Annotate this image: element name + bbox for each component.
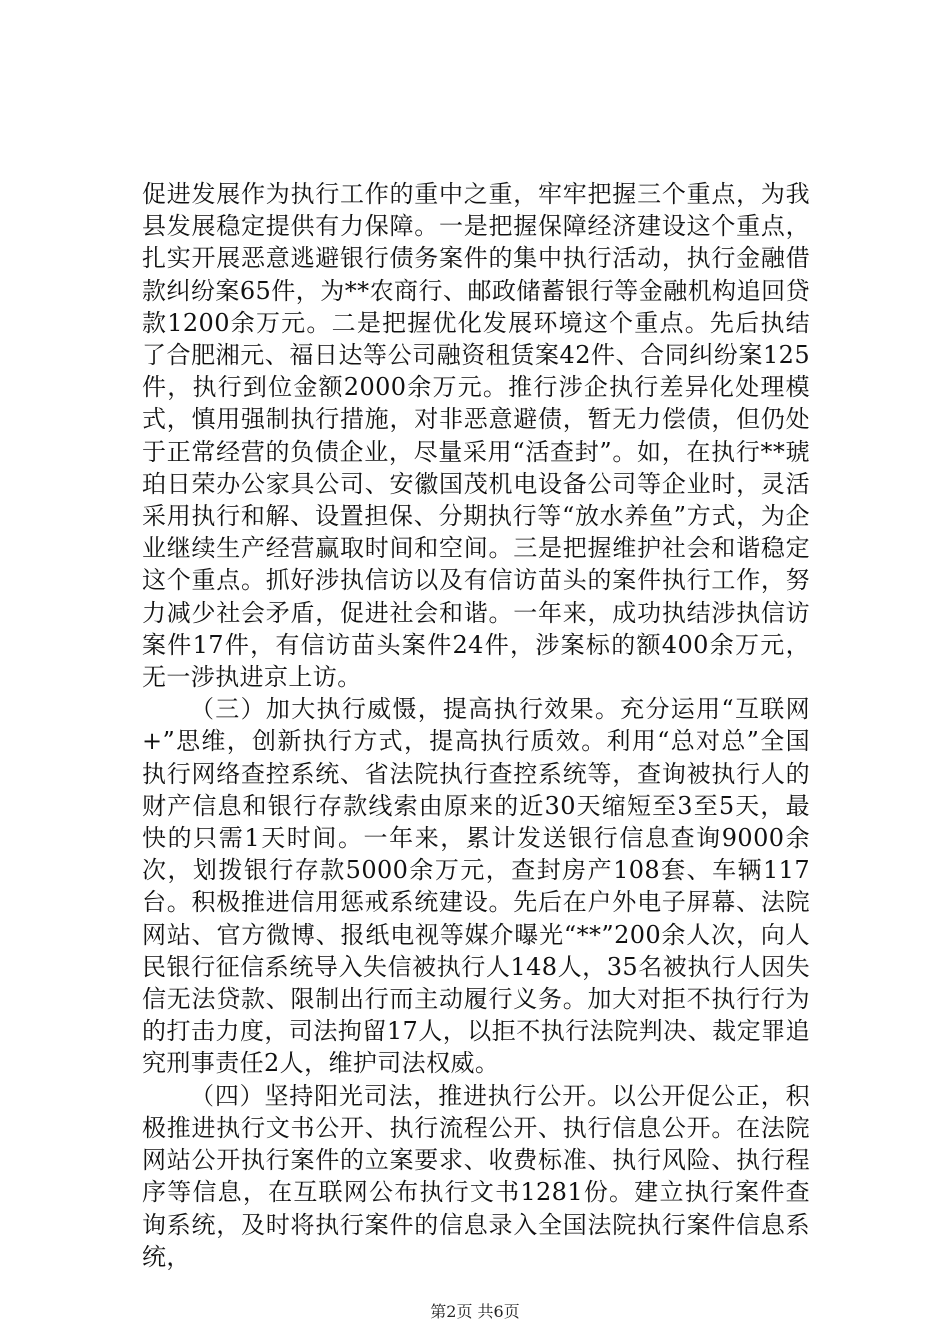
paragraph-section-four: （四）坚持阳光司法，推进执行公开。以公开促公正，积极推进执行文书公开、执行流程公开、执行信息公开。在法院网站公开执行案件的立案要求、收费标准、执行风险、执行程序等信息，在互联网公布执行文书1281份。建立执行案件查询系统，及时将执行案件的信息录入全国法院执行案件信息系统，: [142, 1081, 810, 1271]
page-footer: [0, 1302, 950, 1322]
document-body: [142, 178, 810, 1273]
page-number-label: 第2页 共6页: [430, 1302, 520, 1321]
paragraph-continuation: 促进发展作为执行工作的重中之重，牢牢把握三个重点，为我县发展稳定提供有力保障。一是把握保障经济建设这个重点，扎实开展恶意逃避银行债务案件的集中执行活动，执行金融借款纠纷案65件，为**农商行、邮政储蓄银行等金融机构追回贷款1200余万元。二是把握优化发展环境这个重点。先后执结了合肥湘元、福日达等公司融资租赁案42件、合同纠纷案125件，执行到位金额2000余万元。推行涉企执行差异化处理模式，慎用强制执行措施，对非恶意避债，暂无力偿债，但仍处于正常经营的负债企业，尽量采用“活查封”。如，在执行**琥珀日荣办公家具公司、安徽国茂机电设备公司等企业时，灵活采用执行和解、设置担保、分期执行等“放水养鱼”方式，为企业继续生产经营赢取时间和空间。三是把握维护社会和谐稳定这个重点。抓好涉执信访以及有信访苗头的案件执行工作，努力减少社会矛盾，促进社会和谐。一年来，成功执结涉执信访案件17件，有信访苗头案件24件，涉案标的额400余万元，无一涉执进京上访。: [142, 180, 810, 692]
paragraph-section-three: （三）加大执行威慑，提高执行效果。充分运用“互联网+”思维，创新执行方式，提高执行质效。利用“总对总”全国执行网络查控系统、省法院执行查控系统等，查询被执行人的财产信息和银行存款线索由原来的近30天缩短至3至5天，最快的只需1天时间。一年来，累计发送银行信息查询9000余次，划拨银行存款5000余万元，查封房产108套、车辆117台。积极推进信用惩戒系统建设。先后在户外电子屏幕、法院网站、官方微博、报纸电视等媒介曝光“**”200余人次，向人民银行征信系统导入失信被执行人148人，35名被执行人因失信无法贷款、限制出行而主动履行义务。加大对拒不执行行为的打击力度，司法拘留17人，以拒不执行法院判决、裁定罪追究刑事责任2人，维护司法权威。: [142, 695, 810, 1078]
